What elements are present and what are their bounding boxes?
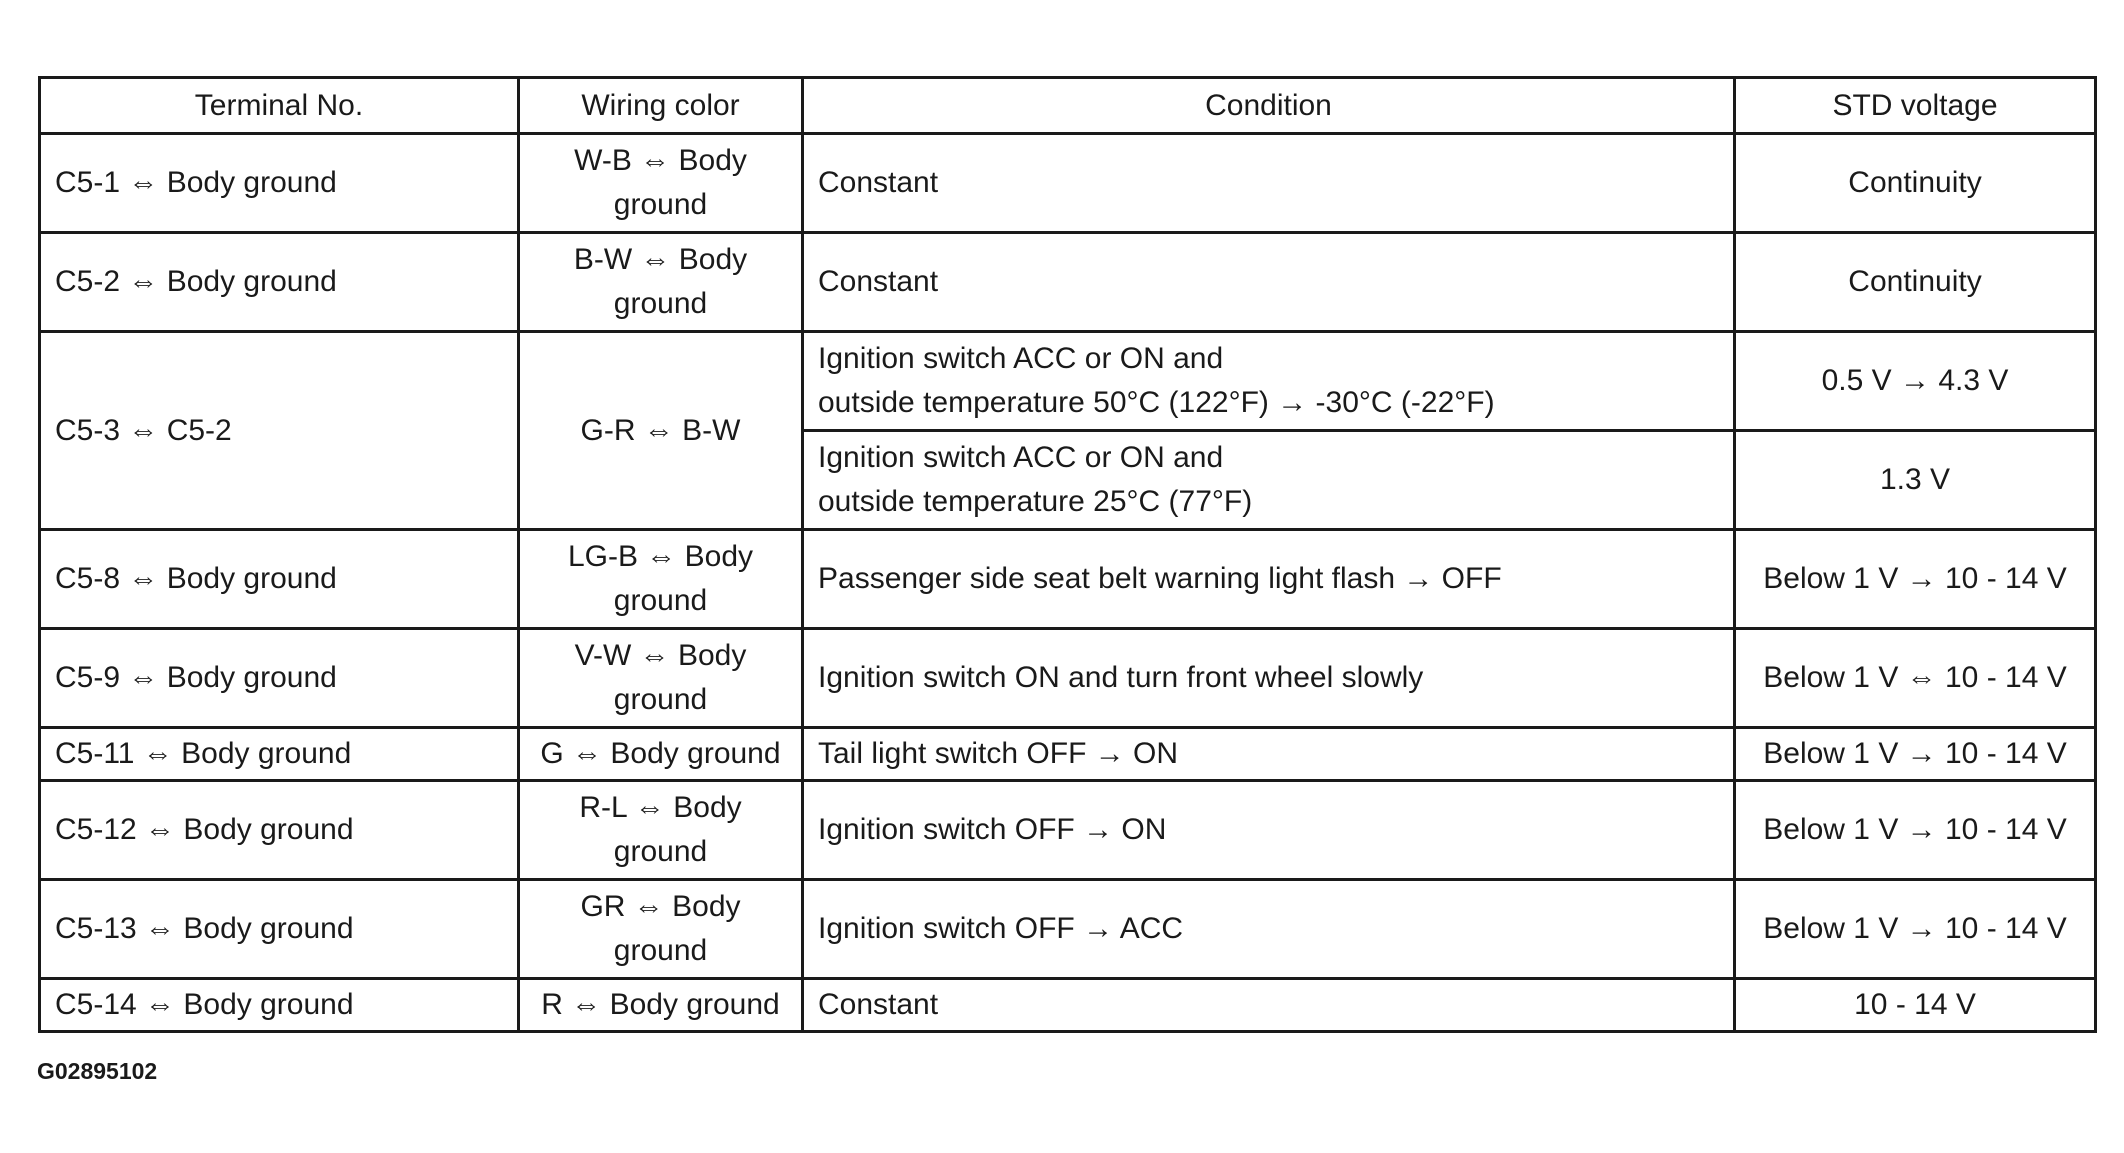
wiring-color-line: LG-B ⇔ Body <box>567 540 754 573</box>
condition-cell: Ignition switch ON and turn front wheel slowly <box>803 629 1735 728</box>
wiring-color-cell <box>519 781 803 880</box>
terminal-cell: C5-13 ⇔ Body ground <box>40 880 519 979</box>
table-row <box>40 530 2096 629</box>
wiring-color-line: G ⇔ Body ground <box>540 737 781 770</box>
terminal-voltage-table <box>38 76 2097 1033</box>
std-voltage-cell: Below 1 V → 10 - 14 V <box>1735 781 2096 880</box>
condition-cell: Constant <box>803 979 1735 1032</box>
wiring-color-line: ground <box>613 584 708 617</box>
figure-id-label: G02895102 <box>37 1058 158 1084</box>
std-voltage-cell: 10 - 14 V <box>1735 979 2096 1032</box>
condition-cell: Constant <box>803 233 1735 332</box>
terminal-cell: C5-9 ⇔ Body ground <box>40 629 519 728</box>
table-header-row <box>40 78 2096 134</box>
wiring-color-cell <box>519 728 803 781</box>
header-std-voltage: STD voltage <box>1735 78 2096 134</box>
std-voltage-cell: Below 1 V → 10 - 14 V <box>1735 530 2096 629</box>
condition-cell <box>803 332 1735 431</box>
terminal-cell: C5-8 ⇔ Body ground <box>40 530 519 629</box>
table-row <box>40 728 2096 781</box>
terminal-cell: C5-1 ⇔ Body ground <box>40 134 519 233</box>
wiring-color-cell <box>519 233 803 332</box>
std-voltage-cell: Continuity <box>1735 134 2096 233</box>
header-terminal-no: Terminal No. <box>40 78 519 134</box>
wiring-color-cell <box>519 530 803 629</box>
std-voltage-cell: Below 1 V → 10 - 14 V <box>1735 880 2096 979</box>
wiring-color-line: GR ⇔ Body <box>580 890 741 923</box>
condition-cell: Constant <box>803 134 1735 233</box>
wiring-color-line: ground <box>613 287 708 320</box>
condition-line: outside temperature 50°C (122°F) → -30°C (-22°F) <box>818 386 1495 419</box>
wiring-color-line: ground <box>613 934 708 967</box>
std-voltage-cell: Continuity <box>1735 233 2096 332</box>
wiring-color-cell <box>519 332 803 530</box>
wiring-color-line: ground <box>613 683 708 716</box>
condition-cell <box>803 431 1735 530</box>
table-row <box>40 781 2096 880</box>
terminal-cell: C5-14 ⇔ Body ground <box>40 979 519 1032</box>
terminal-cell: C5-2 ⇔ Body ground <box>40 233 519 332</box>
condition-line: outside temperature 25°C (77°F) <box>818 485 1253 518</box>
terminal-cell: C5-3 ⇔ C5-2 <box>40 332 519 530</box>
table-row <box>40 332 2096 431</box>
table-row <box>40 979 2096 1032</box>
table-row <box>40 134 2096 233</box>
wiring-color-line: B-W ⇔ Body <box>573 243 748 276</box>
std-voltage-cell: 0.5 V → 4.3 V <box>1735 332 2096 431</box>
wiring-color-cell <box>519 979 803 1032</box>
header-condition: Condition <box>803 78 1735 134</box>
table-row <box>40 629 2096 728</box>
wiring-color-cell <box>519 880 803 979</box>
condition-line: Ignition switch ACC or ON and <box>818 441 1224 474</box>
table-row <box>40 880 2096 979</box>
condition-cell: Ignition switch OFF → ON <box>803 781 1735 880</box>
std-voltage-cell: 1.3 V <box>1735 431 2096 530</box>
table-row <box>40 233 2096 332</box>
terminal-cell: C5-12 ⇔ Body ground <box>40 781 519 880</box>
wiring-color-line: ground <box>613 188 708 221</box>
wiring-color-cell <box>519 629 803 728</box>
terminal-cell: C5-11 ⇔ Body ground <box>40 728 519 781</box>
wiring-color-line: R ⇔ Body ground <box>541 988 780 1021</box>
wiring-color-line: R-L ⇔ Body <box>579 791 742 824</box>
wiring-color-line: ground <box>613 835 708 868</box>
std-voltage-cell: Below 1 V ⇔ 10 - 14 V <box>1735 629 2096 728</box>
wiring-color-line: V-W ⇔ Body <box>574 639 747 672</box>
condition-cell: Passenger side seat belt warning light flash → OFF <box>803 530 1735 629</box>
condition-line: Ignition switch ACC or ON and <box>818 342 1224 375</box>
condition-cell: Tail light switch OFF → ON <box>803 728 1735 781</box>
condition-cell: Ignition switch OFF → ACC <box>803 880 1735 979</box>
wiring-color-cell <box>519 134 803 233</box>
wiring-color-line: G-R ⇔ B-W <box>580 413 741 447</box>
wiring-color-line: W-B ⇔ Body <box>574 144 747 177</box>
std-voltage-cell: Below 1 V → 10 - 14 V <box>1735 728 2096 781</box>
header-wiring-color: Wiring color <box>519 78 803 134</box>
